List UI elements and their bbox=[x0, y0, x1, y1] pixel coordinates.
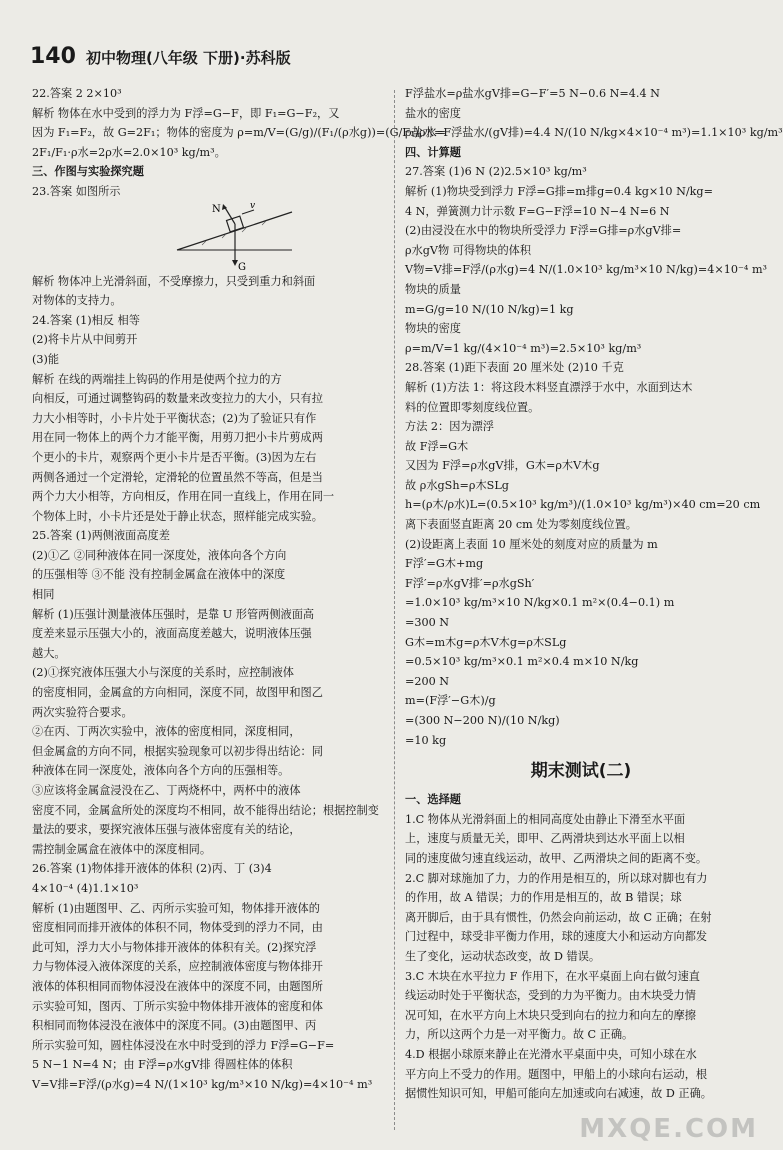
text-line: 料的位置即零刻度线位置。 bbox=[405, 400, 540, 414]
text-line: 况可知，在水平方向上木块只受到向右的拉力和向左的摩擦 bbox=[405, 1008, 696, 1022]
text-line: 方法 2：因为漂浮 bbox=[405, 420, 494, 434]
text-line: 示实验可知，图丙、丁所示实验中物体排开液体的密度和体 bbox=[32, 999, 323, 1013]
label-g: G bbox=[238, 261, 246, 273]
text-line: 平方向上不受力的作用。题图中，甲船上的小球向右运动，根 bbox=[405, 1067, 708, 1081]
text-line: 用在同一物体上的两个力才能平衡，用剪刀把小卡片剪成两 bbox=[32, 431, 323, 445]
text-line: 27.答案 (1)6 N (2)2.5×10³ kg/m³ bbox=[405, 165, 587, 179]
text-line: 的密度相同，金属盒的方向相同，深度不同，故图甲和图乙 bbox=[32, 686, 323, 700]
text-line: 解析 物体在水中受到的浮力为 F浮=G−F，即 F₁=G−F₂，又 bbox=[32, 106, 340, 120]
text-line: 液体的体积相同而物体浸没在液体中的深度不同，由题图所 bbox=[32, 979, 323, 993]
text-line: =300 N bbox=[405, 616, 450, 630]
text-line: ③应该将金属盒浸没在乙、丁两烧杯中，两杯中的液体 bbox=[32, 784, 301, 797]
column-divider bbox=[394, 90, 395, 1130]
incline-figure bbox=[172, 202, 302, 272]
text-line: 22.答案 2 2×10³ bbox=[32, 87, 122, 100]
text-line: 26.答案 (1)物体排开液体的体积 (2)丙、丁 (3)4 bbox=[32, 862, 272, 876]
text-line: 但金属盒的方向不同，根据实验现象可以初步得出结论：同 bbox=[32, 744, 323, 758]
text-line: 上，速度与质量无关，即甲、乙两滑块到达水平面上以相 bbox=[405, 832, 685, 846]
text-line: 物块的质量 bbox=[405, 282, 461, 296]
text-line: V=V排=F浮/(ρ水g)=4 N/(1×10³ kg/m³×10 N/kg)=4×10⁻⁴ m³ bbox=[32, 1077, 373, 1091]
text-line: m=(F浮′−G木)/g bbox=[405, 694, 496, 708]
text-line: 2.C 脚对球施加了力，力的作用是相互的，所以球对脚也有力 bbox=[405, 871, 708, 885]
text-line: 23.答案 如图所示 bbox=[32, 184, 121, 198]
section-heading: 一、选择题 bbox=[405, 793, 461, 807]
section-heading: 三、作图与实验探究题 bbox=[32, 165, 144, 179]
text-line: 个物体上时，小卡片还是处于静止状态，照样能完成实验。 bbox=[32, 509, 323, 523]
text-line: 向相反，可通过调整钩码的数量来改变拉力的大小，只有拉 bbox=[32, 392, 323, 406]
text-line: 解析 (1)由题图甲、乙、丙所示实验可知，物体排开液体的 bbox=[32, 901, 320, 915]
text-line: =10 kg bbox=[405, 733, 447, 747]
text-line: 力与物体浸入液体深度的关系，应控制液体密度与物体排开 bbox=[32, 960, 323, 974]
text-line: 对物体的支持力。 bbox=[32, 294, 122, 308]
exam-title: 期末测试(二) bbox=[530, 761, 632, 782]
text-line: 密度不同，金属盒所处的深度均不相同，故不能得出结论；根据控制变 bbox=[32, 803, 379, 817]
text-line: ρ水gV物 可得物块的体积 bbox=[405, 243, 532, 257]
text-line: 两个力大小相等，方向相反，作用在同一直线上，作用在同一 bbox=[32, 490, 335, 504]
text-line: (2)设距离上表面 10 厘米处的刻度对应的质量为 m bbox=[405, 537, 658, 551]
text-line: V物=V排=F浮/(ρ水g)=4 N/(1.0×10³ kg/m³×10 N/kg)=4×10⁻⁴ m³ bbox=[405, 263, 768, 277]
text-line: =(300 N−200 N)/(10 N/kg) bbox=[405, 714, 560, 727]
page-number: 140 bbox=[30, 44, 76, 69]
text-line: 4.D 根据小球原来静止在光滑水平桌面中央，可知小球在水 bbox=[405, 1047, 697, 1061]
text-line: F浮盐水=ρ盐水gV排=G−F′=5 N−0.6 N=4.4 N bbox=[405, 87, 660, 100]
text-line: 积相同而物体浸没在液体中的深度不同。(3)由题图甲、丙 bbox=[32, 1019, 317, 1033]
text-line: 解析 在线的两端挂上钩码的作用是使两个拉力的方 bbox=[32, 372, 282, 386]
text-line: (2)①探究液体压强大小与深度的关系时，应控制液体 bbox=[32, 666, 294, 680]
text-line: 密度相同而排开液体的体积不同，物体受到的浮力不同，由 bbox=[32, 921, 323, 935]
text-line: h=(ρ木/ρ水)L=(0.5×10³ kg/m³)/(1.0×10³ kg/m³)×40 cm=20 cm bbox=[405, 498, 761, 512]
text-line: 解析 (1)物块受到浮力 F浮=G排=m排g=0.4 kg×10 N/kg= bbox=[405, 184, 713, 198]
text-line: 因为 F₁=F₂，故 G=2F₁；物体的密度为 ρ=m/V=(G/g)/(F₁/(ρ水g))=(G/F₁)ρ水= bbox=[32, 126, 447, 140]
text-line: 28.答案 (1)距下表面 20 厘米处 (2)10 千克 bbox=[405, 361, 624, 375]
text-line: F浮′=G木+mg bbox=[405, 557, 484, 571]
text-line: 此可知，浮力大小与物体排开液体的体积有关。(2)探究浮 bbox=[32, 940, 317, 954]
normal-arrow bbox=[224, 206, 235, 224]
text-line: 25.答案 (1)两侧液面高度差 bbox=[32, 529, 170, 543]
incline-diagram bbox=[32, 202, 382, 272]
label-v: v bbox=[250, 200, 256, 211]
text-line: F浮′=ρ水gV排′=ρ水gSh′ bbox=[405, 576, 535, 590]
text-line: 生了变化，运动状态改变，故 D 错误。 bbox=[405, 949, 601, 963]
text-line: 需控制金属盒在液体中的深度相同。 bbox=[32, 842, 212, 856]
text-line: (2)由浸没在水中的物块所受浮力 F浮=G排=ρ水gV排= bbox=[405, 224, 682, 238]
label-n: N bbox=[212, 203, 221, 215]
text-line: 4×10⁻⁴ (4)1.1×10³ bbox=[32, 881, 139, 895]
text-line: m=G/g=10 N/(10 N/kg)=1 kg bbox=[405, 302, 574, 316]
text-line: 门过程中，球受非平衡力作用，球的速度大小和运动方向都发 bbox=[405, 930, 708, 944]
text-line: 力大小相等时，小卡片处于平衡状态；(2)为了验证只有作 bbox=[32, 411, 317, 425]
text-line: =1.0×10³ kg/m³×10 N/kg×0.1 m²×(0.4−0.1) m bbox=[405, 596, 675, 610]
text-line: 的作用，故 A 错误；力的作用是相互的，故 B 错误；球 bbox=[405, 891, 682, 905]
text-line: 1.C 物体从光滑斜面上的相同高度处由静止下滑至水平面 bbox=[405, 812, 686, 826]
text-line: 两次实验符合要求。 bbox=[32, 705, 133, 719]
text-line: 离下表面竖直距离 20 cm 处为零刻度线位置。 bbox=[405, 518, 637, 532]
text-line: 相同 bbox=[32, 588, 55, 602]
text-line: 故 ρ水gSh=ρ木SLg bbox=[405, 478, 509, 492]
text-line: 越大。 bbox=[32, 646, 66, 660]
text-line: 的压强相等 ③不能 没有控制金属盒在液体中的深度 bbox=[32, 568, 286, 582]
text-line: 物块的密度 bbox=[405, 322, 461, 336]
text-line: (2)将卡片从中间剪开 bbox=[32, 333, 138, 347]
text-line: 3.C 木块在水平拉力 F 作用下，在水平桌面上向右做匀速直 bbox=[405, 969, 700, 983]
text-line: 种液体在同一深度处，液体向各个方向的压强相等。 bbox=[32, 764, 290, 778]
text-line: ②在丙、丁两次实验中，液体的密度相同，深度相同， bbox=[32, 725, 301, 739]
text-line: 又因为 F浮=ρ水gV排，G木=ρ木V木g bbox=[405, 459, 600, 473]
text-line: 故 F浮=G木 bbox=[405, 439, 469, 453]
text-line: 据惯性知识可知，甲船可能向左加速或向右减速，故 D 正确。 bbox=[405, 1087, 712, 1101]
text-line: 2F₁/F₁·ρ水=2ρ水=2.0×10³ kg/m³。 bbox=[32, 145, 226, 159]
text-line: 解析 (1)方法 1：将这段木料竖直漂浮于水中，水面到达木 bbox=[405, 380, 693, 394]
text-line: ρ盐水=F浮盐水/(gV排)=4.4 N/(10 N/kg×4×10⁻⁴ m³)=1.1×10³ kg/m³ bbox=[405, 126, 783, 140]
text-line: (3)能 bbox=[32, 352, 60, 366]
text-line: =0.5×10³ kg/m³×0.1 m²×0.4 m×10 N/kg bbox=[405, 655, 639, 669]
text-line: 24.答案 (1)相反 相等 bbox=[32, 313, 140, 327]
hatching bbox=[202, 221, 266, 245]
text-line: 度差来显示压强大小的，液面高度差越大，说明液体压强 bbox=[32, 627, 312, 641]
text-line: 线运动时处于平衡状态，受到的力为平衡力。由木块受力情 bbox=[405, 989, 696, 1003]
text-line: 解析 (1)压强计测量液体压强时，是靠 U 形管两侧液面高 bbox=[32, 607, 315, 621]
text-line: 离开脚后，由于具有惯性，仍然会向前运动，故 C 正确；在射 bbox=[405, 910, 712, 924]
text-line: 同的速度做匀速直线运动，故甲、乙两滑块之间的距离不变。 bbox=[405, 851, 708, 865]
text-line: 解析 物体冲上光滑斜面，不受摩擦力，只受到重力和斜面 bbox=[32, 274, 316, 288]
text-line: (2)①乙 ②同种液体在同一深度处，液体向各个方向 bbox=[32, 548, 287, 562]
text-line: =200 N bbox=[405, 674, 450, 688]
page-header bbox=[30, 44, 291, 74]
text-line: 个更小的卡片，观察两个更小卡片是否平衡。(3)因为左右 bbox=[32, 450, 317, 464]
text-line: 所示实验可知，圆柱体浸没在水中时受到的浮力 F浮=G−F= bbox=[32, 1038, 335, 1052]
text-line: 4 N，弹簧测力计示数 F=G−F浮=10 N−4 N=6 N bbox=[405, 204, 670, 218]
text-line: ρ=m/V=1 kg/(4×10⁻⁴ m³)=2.5×10³ kg/m³ bbox=[405, 341, 642, 355]
text-line: 量法的要求，要探究液体压强与液体密度有关的结论， bbox=[32, 823, 301, 837]
text-line: G木=m木g=ρ木V木g=ρ木SLg bbox=[405, 635, 567, 649]
watermark-logo: MXQE.COM bbox=[579, 1114, 758, 1144]
text-line: 两侧各通过一个定滑轮，定滑轮的位置虽然不等高，但是当 bbox=[32, 470, 323, 484]
right-column bbox=[405, 84, 783, 1104]
text-line: 5 N−1 N=4 N；由 F浮=ρ水gV排 得圆柱体的体积 bbox=[32, 1058, 293, 1072]
text-line: 力，所以这两个力是一对平衡力。故 C 正确。 bbox=[405, 1028, 634, 1042]
text-line: 盐水的密度 bbox=[405, 106, 461, 120]
section-heading: 四、计算题 bbox=[405, 145, 461, 159]
book-title: 初中物理(八年级 下册)·苏科版 bbox=[85, 49, 291, 67]
